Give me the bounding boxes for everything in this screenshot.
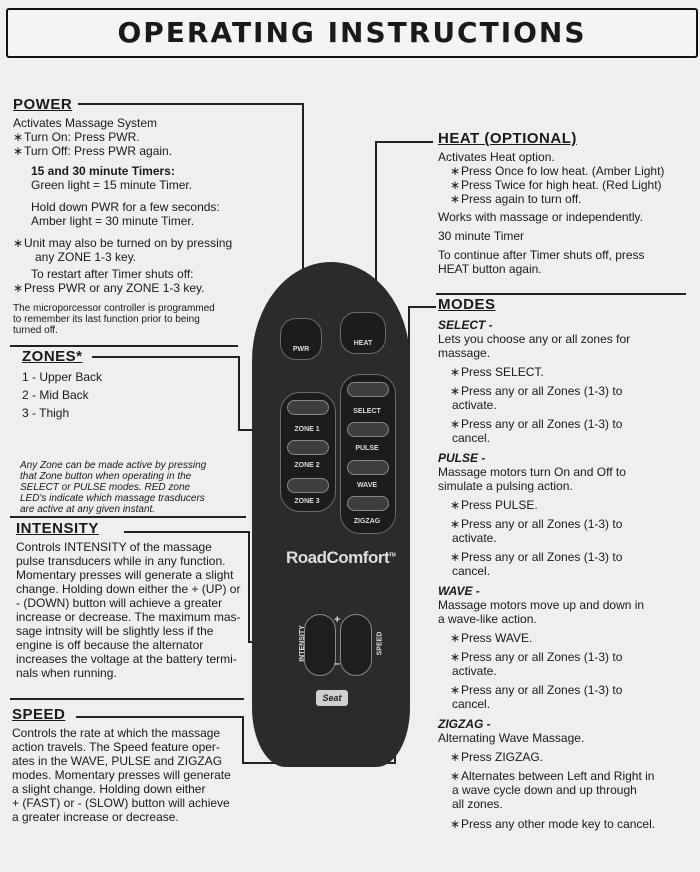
select-desc: Lets you choose any or all zones for (438, 332, 631, 346)
wave-bullet: ∗ Press any or all Zones (1-3) to (450, 683, 688, 697)
pwr-button[interactable] (280, 318, 322, 360)
roadcomfort-logo (286, 548, 395, 568)
zigzag-label: ZIGZAG (353, 518, 381, 525)
wave-desc: a wave-like action. (438, 612, 537, 626)
divider (10, 516, 246, 518)
divider (10, 345, 238, 347)
page-title: OPERATING INSTRUCTIONS (117, 16, 587, 49)
intensity-line: change. Holding down either the + (UP) or (16, 582, 241, 596)
intensity-section (16, 522, 248, 680)
pulse-label: PULSE (355, 445, 379, 452)
wave-bullet-cont: cancel. (452, 697, 491, 711)
zigzag-bullet-cont: all zones. (452, 797, 503, 811)
zones-note-line: are active at any given instant. (20, 504, 156, 515)
zigzag-bullet: ∗ Alternates between Left and Right in (450, 769, 688, 783)
intensity-line: increase or decrease. The maximum mas- (16, 610, 241, 624)
micro-note-3: turned off. (13, 325, 58, 336)
pulse-title: PULSE - (438, 451, 486, 465)
restart-text: To restart after Timer shuts off: (31, 267, 194, 281)
connector-intensity (248, 531, 250, 643)
minus-sign: – (334, 658, 341, 670)
intensity-line: increases the voltage at the battery termi- (16, 652, 237, 666)
divider (10, 698, 244, 700)
heat-timer: 30 minute Timer (438, 229, 525, 243)
speed-line: a slight change. Holding down either (12, 782, 206, 796)
select-button[interactable] (347, 382, 389, 397)
wave-desc: Massage motors move up and down in (438, 598, 645, 612)
power-on: ∗ Turn On: Press PWR. (13, 130, 253, 144)
hold-pwr-text: Hold down PWR for a few seconds: (31, 200, 220, 214)
zone-2-label: ZONE 2 (294, 462, 320, 469)
speed-rocker[interactable] (340, 614, 372, 676)
zones-note (20, 460, 250, 515)
zigzag-bullet-cont: a wave cycle down and up through (452, 783, 637, 797)
speed-line: ates in the WAVE, PULSE and ZIGZAG (12, 754, 223, 768)
intensity-line: engine is off because the alternator (16, 638, 204, 652)
pulse-bullet: ∗ Press PULSE. (450, 498, 688, 512)
zigzag-bullet: ∗ Press any other mode key to cancel. (450, 817, 688, 831)
power-off: ∗ Turn Off: Press PWR again. (13, 144, 253, 158)
zigzag-title: ZIGZAG - (438, 717, 491, 731)
heat-bullet: ∗ Press again to turn off. (450, 192, 678, 206)
zone-2-button[interactable] (287, 440, 329, 455)
micro-note-1: The microporcessor controller is programmed (13, 303, 215, 314)
intensity-rocker[interactable] (304, 614, 336, 676)
speed-line: modes. Momentary presses will generate (12, 768, 231, 782)
wave-title: WAVE - (438, 584, 480, 598)
heat-bullet: ∗ Press Once fo low heat. (Amber Light) (450, 164, 678, 178)
pulse-desc: simulate a pulsing action. (438, 479, 573, 493)
wave-button[interactable] (347, 460, 389, 475)
pwr-button-label: PWR (292, 346, 310, 353)
select-bullet: ∗ Press any or all Zones (1-3) to (450, 417, 688, 431)
zone-turn-on-text-2: any ZONE 1-3 key. (35, 250, 137, 264)
select-bullet: ∗ Press SELECT. (450, 365, 688, 379)
select-label: SELECT (353, 408, 381, 415)
modes-section (438, 298, 688, 831)
intensity-line: Momentary presses will generate a slight (16, 568, 234, 582)
speed-line: + (FAST) or - (SLOW) button will achieve (12, 796, 230, 810)
speed-line: action travels. The Speed feature oper- (12, 740, 220, 754)
pulse-bullet: ∗ Press any or all Zones (1-3) to (450, 517, 688, 531)
speed-line: Controls the rate at which the massage (12, 726, 221, 740)
plus-sign: + (334, 614, 341, 626)
zones-note-line: that Zone button when operating in the (20, 471, 192, 482)
zone-2-text: 2 - Mid Back (22, 388, 89, 402)
intensity-label: INTENSITY (298, 625, 306, 662)
select-title: SELECT - (438, 318, 493, 332)
intensity-line: sage intnsity will be slightly less if the (16, 624, 214, 638)
wave-label: WAVE (356, 482, 378, 489)
remote-control-illustration (252, 262, 410, 767)
pulse-bullet-cont: activate. (452, 531, 497, 545)
speed-line: a greater increase or decrease. (12, 810, 179, 824)
intensity-line: pulse transducers while in any function. (16, 554, 226, 568)
power-heading: POWER (13, 96, 73, 113)
zones-note-line: SELECT or PULSE modes. RED zone (20, 482, 191, 493)
modes-heading: MODES (438, 296, 496, 313)
timers-heading: 15 and 30 minute Timers: (31, 164, 175, 178)
zones-note-line: Any Zone can be made active by pressing (20, 460, 207, 471)
heat-button[interactable] (340, 312, 386, 354)
brand-text: RoadComfort (286, 548, 390, 567)
heat-intro: Activates Heat option. (438, 150, 555, 164)
zone-3-label: ZONE 3 (294, 498, 320, 505)
wave-bullet: ∗ Press any or all Zones (1-3) to (450, 650, 688, 664)
heat-button-label: HEAT (353, 340, 373, 347)
heat-continue: To continue after Timer shuts off, press (438, 248, 645, 262)
zone-1-label: ZONE 1 (294, 426, 320, 433)
zigzag-desc: Alternating Wave Massage. (438, 731, 585, 745)
connector-modes (408, 306, 436, 308)
select-bullet-cont: activate. (452, 398, 497, 412)
power-section (13, 98, 253, 336)
zone-1-text: 1 - Upper Back (22, 370, 103, 384)
zones-section (22, 350, 242, 420)
seat-logo: Seat (316, 690, 348, 706)
zones-note-line: LED's indicate which massage trasducers (20, 493, 205, 504)
pulse-bullet: ∗ Press any or all Zones (1-3) to (450, 550, 688, 564)
zone-3-button[interactable] (287, 478, 329, 493)
intensity-line: nals when running. (16, 666, 117, 680)
green-light-text: Green light = 15 minute Timer. (31, 178, 193, 192)
intensity-line: Controls INTENSITY of the massage (16, 540, 212, 554)
divider (436, 293, 686, 295)
micro-note-2: to remember its last function prior to being (13, 314, 200, 325)
heat-works: Works with massage or independently. (438, 210, 643, 224)
power-intro: Activates Massage System (13, 116, 158, 130)
select-bullet-cont: cancel. (452, 431, 491, 445)
select-desc: massage. (438, 346, 491, 360)
pulse-desc: Massage motors turn On and Off to (438, 465, 626, 479)
heat-bullet: ∗ Press Twice for high heat. (Red Light) (450, 178, 678, 192)
intensity-heading: INTENSITY (16, 520, 99, 537)
connector-heat (375, 141, 433, 143)
zigzag-button[interactable] (347, 496, 389, 511)
zone-turn-on-text: ∗ Unit may also be turned on by pressing (13, 236, 253, 250)
restart-bullet: ∗ Press PWR or any ZONE 1-3 key. (13, 281, 253, 295)
zigzag-bullet: ∗ Press ZIGZAG. (450, 750, 688, 764)
speed-heading: SPEED (12, 706, 66, 723)
wave-bullet-cont: activate. (452, 664, 497, 678)
heat-continue-2: HEAT button again. (438, 262, 542, 276)
zone-1-button[interactable] (287, 400, 329, 415)
trademark: TM (389, 552, 396, 559)
zones-heading: ZONES* (22, 348, 83, 365)
wave-bullet: ∗ Press WAVE. (450, 631, 688, 645)
title-banner (6, 8, 698, 58)
speed-section (12, 708, 247, 824)
heat-section (438, 132, 678, 276)
heat-heading: HEAT (OPTIONAL) (438, 130, 577, 147)
pulse-bullet-cont: cancel. (452, 564, 491, 578)
pulse-button[interactable] (347, 422, 389, 437)
zone-3-text: 3 - Thigh (22, 406, 70, 420)
speed-label: SPEED (376, 631, 384, 656)
amber-light-text: Amber light = 30 minute Timer. (31, 214, 195, 228)
select-bullet: ∗ Press any or all Zones (1-3) to (450, 384, 688, 398)
intensity-line: - (DOWN) button will achieve a greater (16, 596, 223, 610)
